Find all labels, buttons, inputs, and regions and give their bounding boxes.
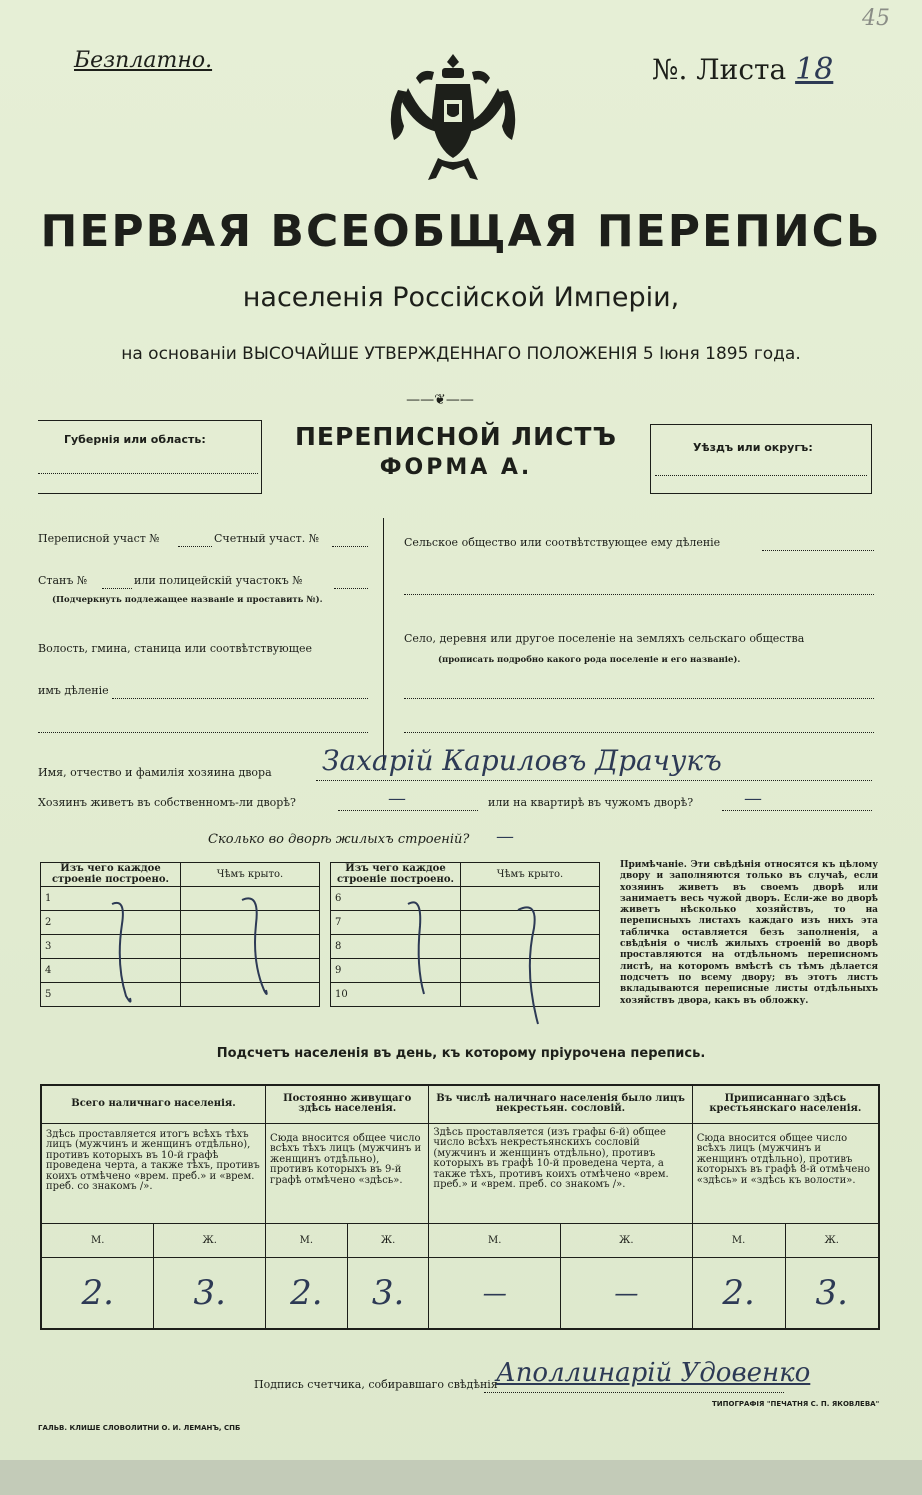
signature-value: Аполлинарій Удовенко <box>496 1358 811 1388</box>
female-header: Ж. <box>154 1223 266 1257</box>
pop-header: Въ числѣ наличнаго населенія было лицъ некрестьян. сословій. <box>429 1085 692 1123</box>
rented-label: или на квартирѣ въ чужомъ дворѣ? <box>488 796 694 809</box>
rural-society-line-2 <box>404 594 874 595</box>
province-box <box>38 420 262 494</box>
district-box <box>650 424 872 494</box>
sheet-number-value: 18 <box>795 52 834 87</box>
own-yard-line <box>338 810 478 811</box>
male-count: 2. <box>41 1257 154 1329</box>
female-count: — <box>561 1257 693 1329</box>
female-header: Ж. <box>347 1223 429 1257</box>
female-header: Ж. <box>785 1223 879 1257</box>
male-header: М. <box>692 1223 785 1257</box>
row-label: 8 <box>331 935 461 959</box>
female-count: 3. <box>347 1257 429 1329</box>
counting-section-label: Счетный участ. № <box>214 532 320 545</box>
male-count: 2. <box>266 1257 348 1329</box>
row-label: 7 <box>331 911 461 935</box>
row-label: 4 <box>41 959 181 983</box>
buildings-value: — <box>496 826 514 847</box>
field-divider <box>383 518 384 766</box>
population-title: Подсчетъ населенія въ день, къ которому пріурочена перепись. <box>216 1046 706 1061</box>
subtitle: населенія Россійской Имперіи, <box>242 282 680 313</box>
row-label: 2 <box>41 911 181 935</box>
division-line <box>112 698 368 699</box>
village-line-2 <box>404 732 874 733</box>
rural-society-label: Сельское общество или соотвѣтствующее ему дѣленіе <box>404 536 721 549</box>
pop-desc: Здѣсь проставляется (изъ графы 6-й) общее число всѣхъ некрестьянскихъ сословій (мужчинъ и женщинъ отдѣльно), противъ которыхъ въ графѣ 10-й проведена черта, а также тѣхъ, противъ коихъ отмѣчено «врем. преб.» и «врем. преб. со знакомъ /». <box>429 1123 692 1223</box>
row-label: 5 <box>41 983 181 1007</box>
row-label: 6 <box>331 887 461 911</box>
col-made-header: Изъ чего каждое строеніе построено. <box>331 863 461 887</box>
form-title <box>262 422 650 480</box>
pop-header: Постоянно живущаго здѣсь населенія. <box>266 1085 429 1123</box>
pop-header: Приписаннаго здѣсь крестьянскаго населенія. <box>692 1085 879 1123</box>
col-roof-header: Чѣмъ крыто. <box>461 863 600 887</box>
buildings-label: Сколько во дворѣ жилыхъ строеній? <box>208 832 470 847</box>
col-roof-header: Чѣмъ крыто. <box>181 863 320 887</box>
male-count: — <box>429 1257 561 1329</box>
pop-header: Всего наличнаго населенія. <box>41 1085 266 1123</box>
village-note: (прописать подробно какого рода поселеніе и его названіе). <box>438 655 741 665</box>
form-title-line2: ФОРМА А. <box>379 455 533 480</box>
pop-desc: Здѣсь проставляется итогъ всѣхъ тѣхъ лицъ (мужчинъ и женщинъ отдѣльно), противъ которыхъ въ 10-й графѣ проведена черта, а также тѣхъ, противъ коихъ отмѣчено «врем. преб.» и «врем. преб. со знакомъ /». <box>41 1123 266 1223</box>
handwritten-dashes <box>40 880 600 1030</box>
stan-line <box>102 588 132 589</box>
police-section-label: или полицейскій участокъ № <box>134 574 303 587</box>
signature-label: Подпись счетчика, собиравшаго свѣдѣнія <box>254 1378 498 1391</box>
row-label: 3 <box>41 935 181 959</box>
own-yard-value: — <box>388 788 406 809</box>
corner-number: 45 <box>862 6 890 31</box>
province-line <box>38 473 258 474</box>
owner-name-value: Захарій Кариловъ Драчукъ <box>322 744 722 777</box>
page-edge <box>0 1460 922 1495</box>
census-section-line <box>178 546 212 547</box>
division-label: имъ дѣленіе <box>38 684 109 697</box>
district-label: Уѣздъ или округъ: <box>693 441 813 454</box>
owner-name-label: Имя, отчество и фамилія хозяина двора <box>38 766 272 779</box>
division-line-2 <box>38 732 368 733</box>
male-header: М. <box>429 1223 561 1257</box>
village-line <box>404 698 874 699</box>
row-label: 10 <box>331 983 461 1007</box>
form-title-line1: ПЕРЕПИСНОЙ ЛИСТЪ <box>295 422 617 451</box>
female-count: 3. <box>154 1257 266 1329</box>
counting-section-line <box>332 546 368 547</box>
population-table <box>40 1084 880 1330</box>
female-header: Ж. <box>561 1223 693 1257</box>
district-line <box>655 475 867 476</box>
stan-label: Станъ № <box>38 574 88 587</box>
double-headed-eagle-emblem <box>378 50 528 190</box>
row-label: 9 <box>331 959 461 983</box>
province-label: Губернія или область: <box>64 433 206 446</box>
village-label: Село, деревня или другое поселеніе на земляхъ сельскаго общества <box>404 632 805 645</box>
owner-name-line <box>316 780 872 781</box>
footer-left: ГАЛЬВ. КЛИШЕ СЛОВОЛИТНИ О. И. ЛЕМАНЪ, СПБ <box>38 1424 241 1432</box>
male-count: 2. <box>692 1257 785 1329</box>
pop-desc: Сюда вносится общее число всѣхъ лицъ (мужчинъ и женщинъ отдѣльно), противъ которыхъ въ графѣ 8-й отмѣчено «здѣсь» и «здѣсь къ волости». <box>692 1123 879 1223</box>
ornament-divider: ——❦—— <box>406 392 474 408</box>
census-section-field <box>38 532 160 545</box>
male-header: М. <box>266 1223 348 1257</box>
rural-society-line <box>762 550 874 551</box>
sheet-number-label: №. Листа <box>652 53 787 86</box>
signature-line <box>484 1392 784 1393</box>
police-section-line <box>334 588 368 589</box>
rented-line <box>722 810 872 811</box>
pop-desc: Сюда вносится общее число всѣхъ тѣхъ лицъ (мужчинъ и женщинъ отдѣльно), противъ которыхъ въ 9-й графѣ отмѣчено «здѣсь». <box>266 1123 429 1223</box>
free-label: Безплатно. <box>74 48 213 73</box>
sheet-number <box>652 52 833 87</box>
own-yard-label: Хозяинъ живетъ въ собственномъ-ли дворѣ? <box>38 796 296 809</box>
underline-note: (Подчеркнуть подлежащее названіе и проставить №). <box>52 595 323 605</box>
row-label: 1 <box>41 887 181 911</box>
rented-value: — <box>744 788 762 809</box>
side-note: Примѣчаніе. Эти свѣдѣнія относятся къ цѣлому двору и заполняются только въ случаѣ, если хозяинъ живетъ въ своемъ дворѣ или занимаетъ весь чужой дворъ. Если-же во дворѣ живетъ нѣсколько хозяйствъ, то на переписныхъ листахъ каждаго изъ нихъ эта табличка оставляется безъ заполненія, а свѣдѣнія о числѣ жилыхъ строеній во дворѣ проставляются на отдѣльномъ переписномъ листѣ, на которомъ вмѣстѣ съ тѣмъ дѣлается подсчетъ по всему двору; въ этотъ листъ вкладываются переписные листы отдѣльныхъ хозяйствъ двора, какъ въ обложку. <box>620 860 878 1006</box>
legal-basis: на основаніи ВЫСОЧАЙШЕ УТВЕРЖДЕННАГО ПОЛОЖЕНІЯ 5 Іюня 1895 года. <box>121 344 801 364</box>
volost-label: Волость, гмина, станица или соотвѣтствующее <box>38 642 312 655</box>
col-made-header: Изъ чего каждое строеніе построено. <box>41 863 181 887</box>
female-count: 3. <box>785 1257 879 1329</box>
footer-right: ТИПОГРАФІЯ "ПЕЧАТНЯ С. П. ЯКОВЛЕВА" <box>712 1400 880 1408</box>
main-title: ПЕРВАЯ ВСЕОБЩАЯ ПЕРЕПИСЬ <box>40 206 882 257</box>
male-header: М. <box>41 1223 154 1257</box>
census-section-label: Переписной участ № <box>38 532 160 545</box>
